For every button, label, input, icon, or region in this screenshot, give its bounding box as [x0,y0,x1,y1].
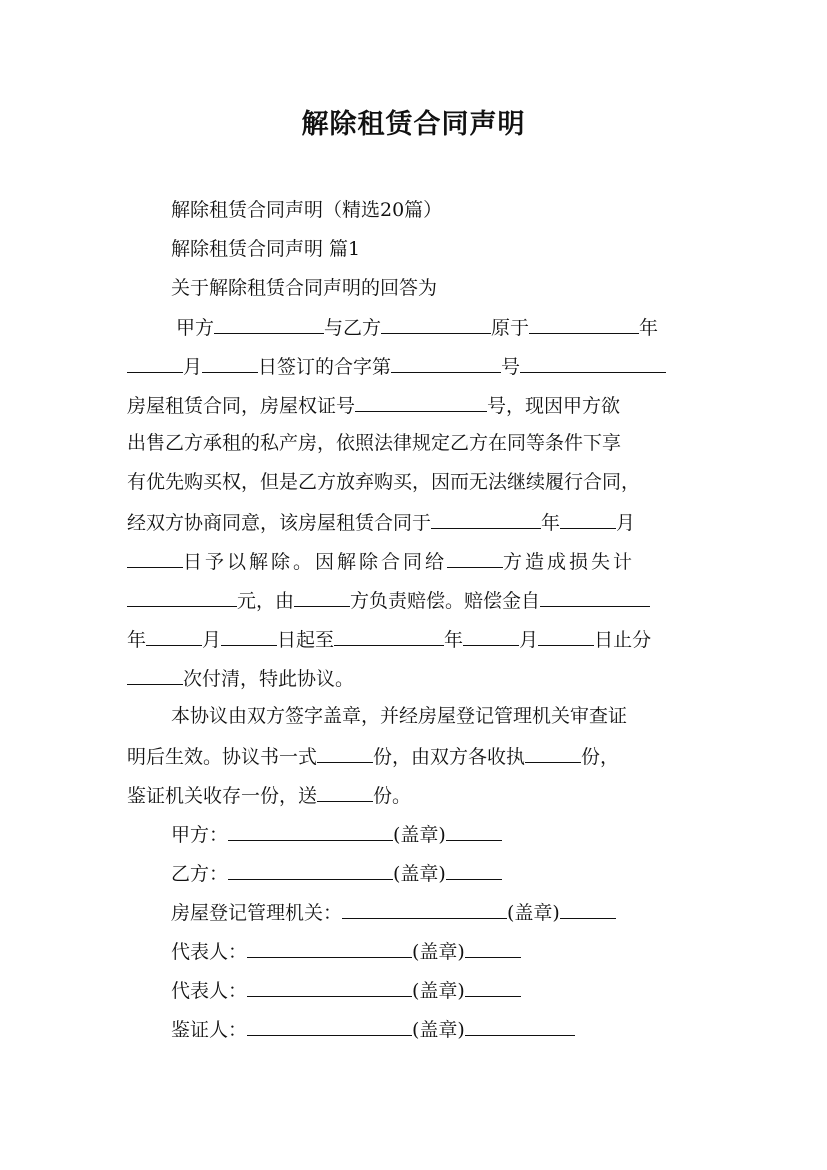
intro-line-2: 解除租赁合同声明 篇1 [171,238,361,260]
para2-row-1: 本协议由双方签字盖章，并经房屋登记管理机关审查证 [171,705,628,727]
signature-registry-office: 房屋登记管理机关： (盖章) [171,899,616,925]
para2-row-3: 鉴证机关收存一份，送 份。 [127,782,411,808]
para2-row-2: 明后生效。协议书一式 份，由双方各收执 份， [127,743,619,769]
document-title: 解除租赁合同声明 [301,109,526,140]
intro-line-1: 解除租赁合同声明（精选20篇） [171,199,443,221]
signature-party-a: 甲方： (盖章) [171,821,502,847]
para1-row-2: 月 日签订的合字第 号 [127,353,666,379]
para1-row-10: 次付清，特此协议。 [127,665,354,691]
para1-row-8: 元，由 方负责赔偿。赔偿金自 [127,587,650,613]
para1-row-1: 甲方 与乙方 原于 年 [176,314,658,340]
para1-row-9: 年 月 日起至 年 月 日止分 [127,626,651,652]
signature-representative-1: 代表人： (盖章) [171,938,521,964]
signature-notary: 鉴证人： (盖章) [171,1016,575,1042]
signature-representative-2: 代表人： (盖章) [171,977,521,1003]
para1-row-3: 房屋租赁合同，房屋权证号 号，现因甲方欲 [127,392,620,418]
intro-line-3: 关于解除租赁合同声明的回答为 [171,277,438,299]
para1-row-7: 日予以解除。因解除合同给 方造成损失计 [127,548,635,574]
para1-row-6: 经双方协商同意，该房屋租赁合同于 年 月 [127,509,635,535]
para1-row-5: 有优先购买权，但是乙方放弃购买，因而无法继续履行合同， [127,471,641,493]
para1-row-4: 出售乙方承租的私产房，依照法律规定乙方在同等条件下享 [127,432,622,454]
signature-party-b: 乙方： (盖章) [171,860,502,886]
